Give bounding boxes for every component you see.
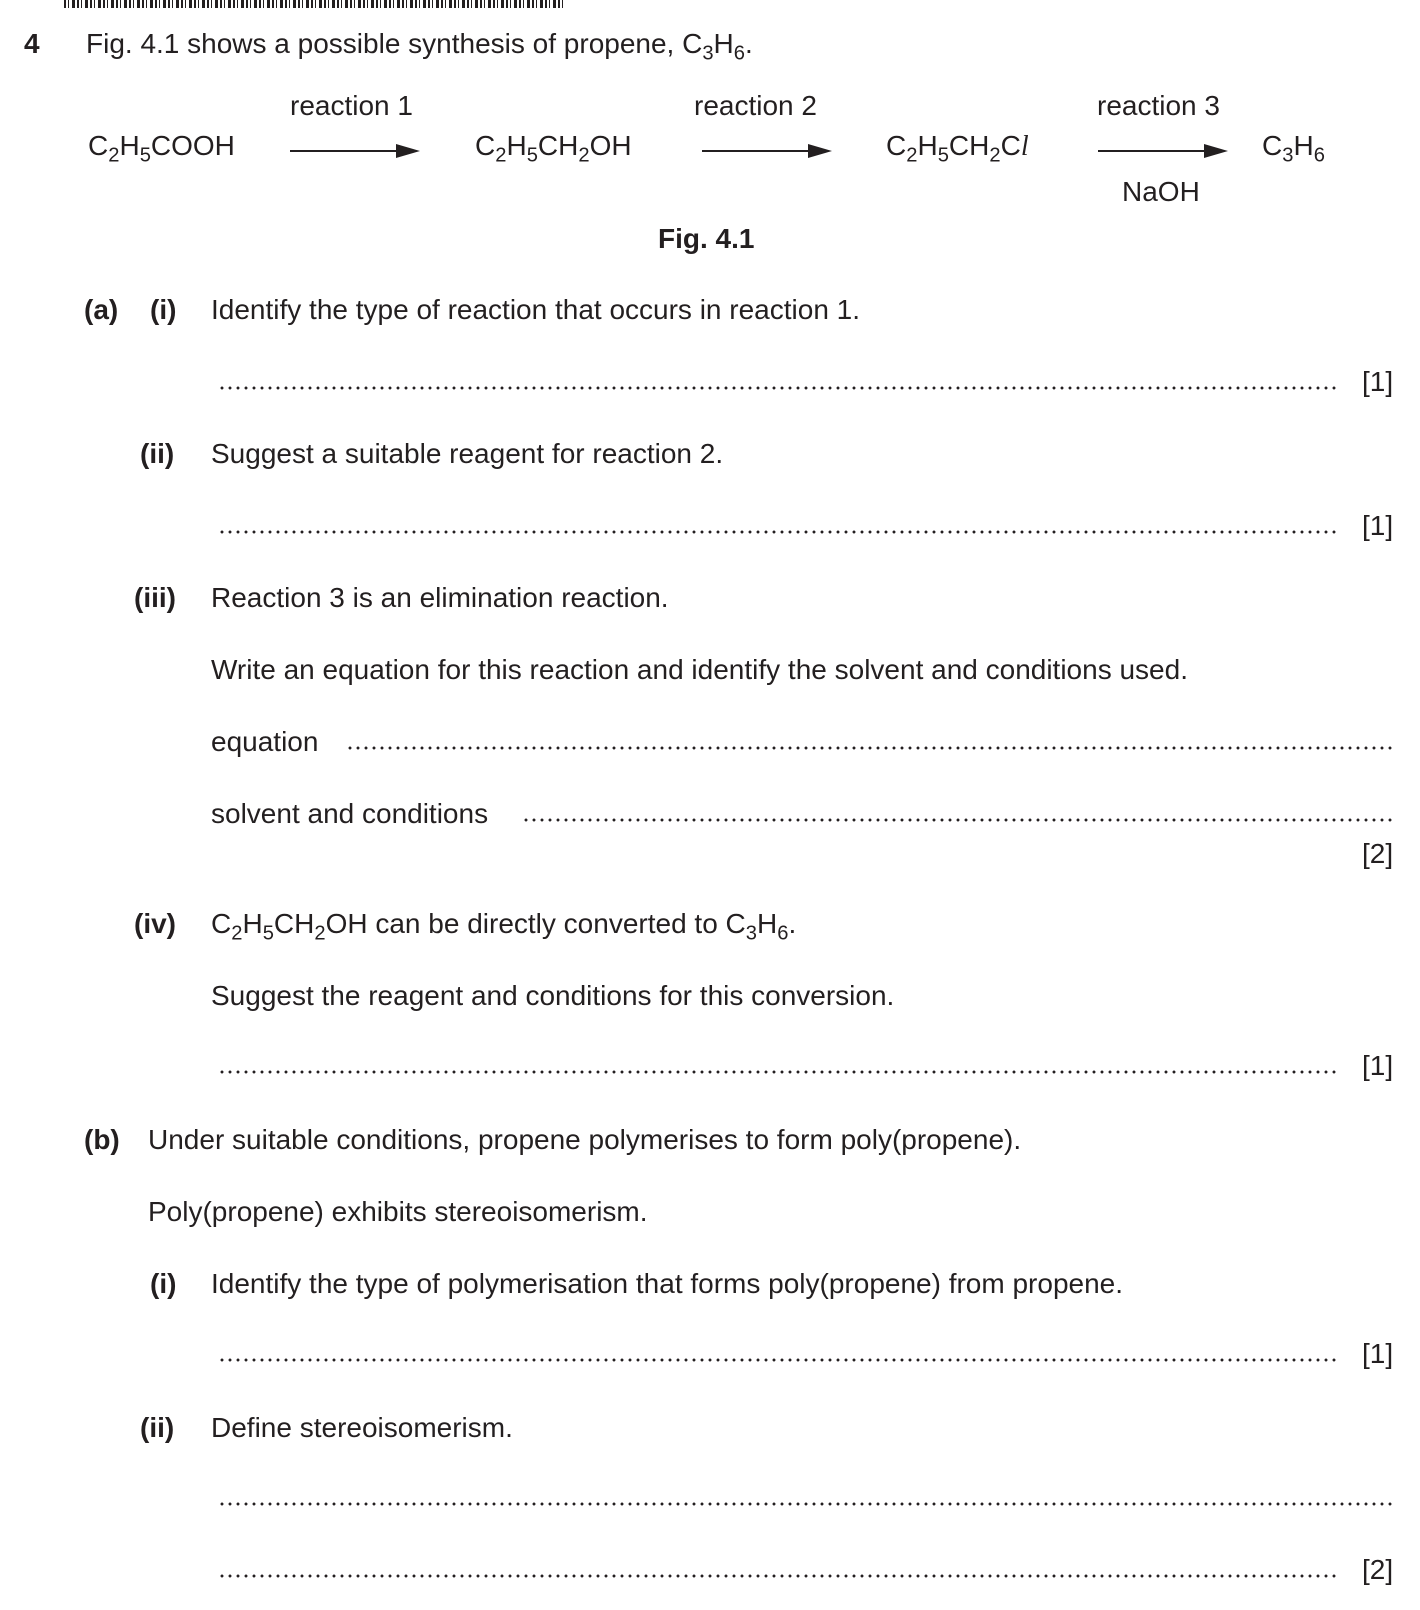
equation-label: equation (211, 726, 319, 757)
compound-propene: $C_3H_6$ (1262, 130, 1325, 167)
part-a-iii-question: Write an equation for this reaction and identify the solvent and conditions used. (211, 654, 1188, 685)
part-b-statement-1: Under suitable conditions, propene polymerises to form poly(propene). (148, 1124, 1022, 1155)
reaction-2-arrow (702, 144, 832, 158)
part-a-ii-label: (ii) (140, 438, 175, 469)
reaction-3-label: reaction 3 (1097, 90, 1220, 121)
answer-line-a-ii[interactable] (218, 508, 1340, 536)
part-a-ii-question: Suggest a suitable reagent for reaction 2. (211, 438, 724, 469)
solvent-conditions-label: solvent and conditions (211, 798, 489, 829)
part-a-iv-statement: $C_2H_5CH_2OH$ can be directly converted to $C_3H_6$. (211, 908, 797, 945)
marks-a-i: [1] (1362, 366, 1394, 397)
part-a-iii-label: (iii) (134, 582, 176, 613)
reaction-3-reagent: NaOH (1122, 176, 1200, 207)
reaction-1-label: reaction 1 (290, 90, 413, 121)
reaction-2-label: reaction 2 (694, 90, 817, 121)
reaction-1-arrow (290, 144, 420, 158)
part-b-i-label: (i) (150, 1268, 177, 1299)
part-b-statement-2: Poly(propene) exhibits stereoisomerism. (148, 1196, 648, 1227)
answer-line-b-ii-2[interactable] (218, 1552, 1340, 1580)
answer-line-b-i[interactable] (218, 1336, 1340, 1364)
compound-propanol: $C_2H_5CH_2OH$ (475, 130, 632, 167)
answer-line-solvent-conditions[interactable] (522, 796, 1396, 824)
part-a-iv-question: Suggest the reagent and conditions for this conversion. (211, 980, 895, 1011)
answer-line-a-iv[interactable] (218, 1048, 1340, 1076)
compound-propanoic-acid: $C_2H_5COOH$ (88, 130, 235, 167)
part-a-iii-statement: Reaction 3 is an elimination reaction. (211, 582, 669, 613)
marks-b-ii: [2] (1362, 1554, 1394, 1585)
part-b-ii-question: Define stereoisomerism. (211, 1412, 513, 1443)
part-a-i-question: Identify the type of reaction that occurs in reaction 1. (211, 294, 861, 325)
question-intro: Fig. 4.1 shows a possible synthesis of propene, $C_3H_6$. (86, 28, 753, 65)
barcode (64, 0, 566, 8)
compound-chloropropane: $C_2H_5CH_2Cl$ (886, 130, 1029, 167)
question-number: 4 (24, 28, 40, 59)
answer-line-a-i[interactable] (218, 364, 1340, 392)
part-b-ii-label: (ii) (140, 1412, 175, 1443)
reaction-3-arrow (1098, 144, 1228, 158)
figure-caption: Fig. 4.1 (658, 223, 755, 254)
part-a-i-label: (i) (150, 294, 177, 325)
part-a-iv-label: (iv) (134, 908, 176, 939)
answer-line-equation[interactable] (346, 724, 1396, 752)
marks-b-i: [1] (1362, 1338, 1394, 1369)
marks-a-iv: [1] (1362, 1050, 1394, 1081)
answer-line-b-ii-1[interactable] (218, 1480, 1396, 1508)
marks-a-ii: [1] (1362, 510, 1394, 541)
part-a-label: (a) (84, 294, 119, 325)
marks-a-iii: [2] (1362, 838, 1394, 869)
part-b-label: (b) (84, 1124, 120, 1155)
part-b-i-question: Identify the type of polymerisation that forms poly(propene) from propene. (211, 1268, 1124, 1299)
